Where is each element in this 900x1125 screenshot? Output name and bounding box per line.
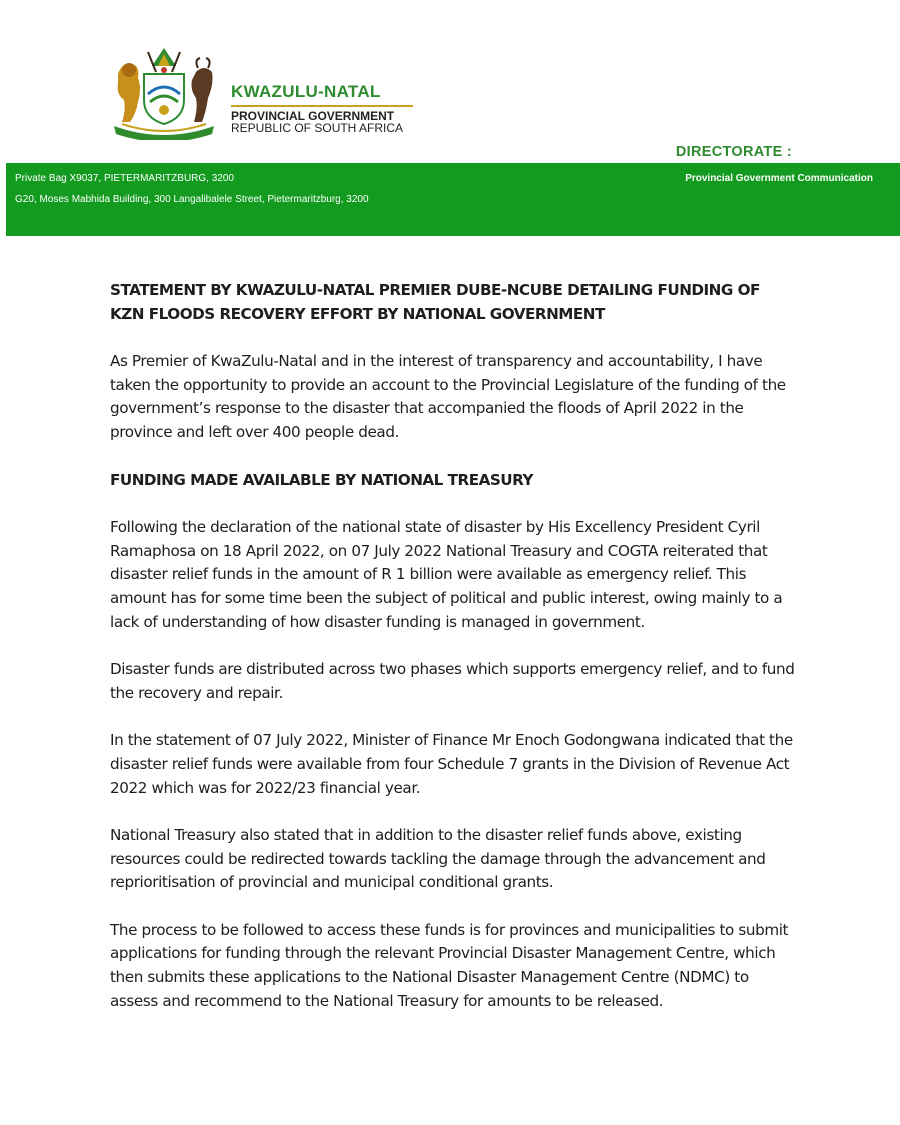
paragraph-6: The process to be followed to access these funds is for provinces and municipalities to submit applications for funding through the relevant Provincial Disaster Management Centre, which then submits these applications to the National Disaster Management Centre (NDMC) to assess and recommend to the National Treasury for amounts to be released. [110, 920, 789, 1010]
document-body [110, 279, 795, 1013]
paragraph-2: Following the declaration of the national state of disaster by His Excellency President Cyril Ramaphosa on 18 April 2022, on 07 July 2022 National Treasury and COGTA reiterated that disaster relief funds in the amount of R 1 billion were available as emergency relief. This amount has for some time been the subject of political and public interest, owing mainly to a lack of understanding of how disaster funding is managed in government. [110, 518, 783, 631]
paragraph-3: Disaster funds are distributed across two phases which supports emergency relief, and to fund the recovery and repair. [110, 660, 795, 702]
physical-address: G20, Moses Mabhida Building, 300 Langalibalele Street, Pietermaritzburg, 3200 [15, 194, 369, 205]
org-title-block [231, 82, 413, 135]
paragraph-1: As Premier of KwaZulu-Natal and in the interest of transparency and accountability, I have taken the opportunity to provide an account to the Provincial Legislature of the funding of the government’s response to the disaster that accompanied the floods of April 2022 in the province and left over 400 people dead. [110, 352, 786, 441]
org-subtitle: PROVINCIAL GOVERNMENT [231, 105, 413, 122]
directorate-label: DIRECTORATE : [675, 144, 792, 160]
directorate-name: Provincial Government Communication [685, 173, 873, 184]
org-country: REPUBLIC OF SOUTH AFRICA [231, 121, 404, 135]
section-heading: FUNDING MADE AVAILABLE BY NATIONAL TREASURY [110, 470, 533, 489]
address-band [6, 163, 900, 236]
paragraph-4: In the statement of 07 July 2022, Minister of Finance Mr Enoch Godongwana indicated that the disaster relief funds were available from four Schedule 7 grants in the Division of Revenue Act 2022 which was for 2022/23 financial year. [110, 731, 793, 797]
paragraph-5: National Treasury also stated that in addition to the disaster relief funds above, existing resources could be redirected towards tackling the damage through the advancement and reprioritisation of provincial and municipal conditional grants. [110, 826, 766, 892]
org-name: KWAZULU-NATAL [231, 82, 381, 101]
postal-address: Private Bag X9037, PIETERMARITZBURG, 3200 [15, 173, 234, 184]
document-title: STATEMENT BY KWAZULU-NATAL PREMIER DUBE-NCUBE DETAILING FUNDING OF KZN FLOODS RECOVERY EFFORT BY NATIONAL GOVERNMENT [110, 281, 760, 323]
coat-of-arms-icon [108, 44, 220, 140]
